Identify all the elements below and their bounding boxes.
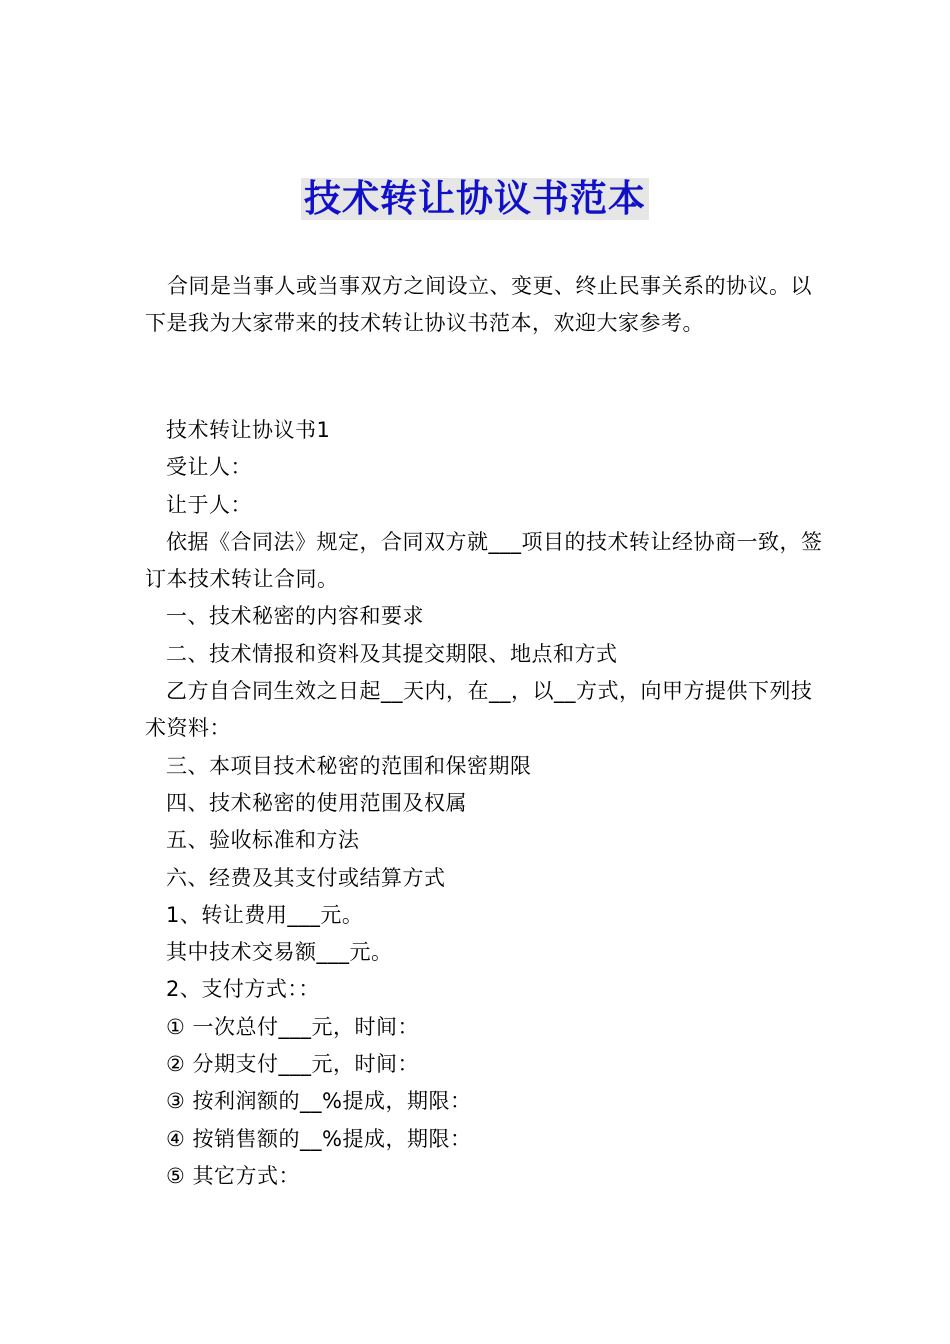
payment-option-4: ④ 按销售额的__%提成，期限： [166, 1126, 472, 1151]
paragraph-transferee: 受让人： [166, 455, 252, 480]
intro-paragraph: 合同是当事人或当事双方之间设立、变更、终止民事关系的协议。以下是我为大家带来的技术转让协议书范本，欢迎大家参考。 [145, 274, 812, 335]
payment-option-3: ③ 按利润额的__%提成，期限： [166, 1089, 472, 1114]
paragraph-transaction-amount: 其中技术交易额___元。 [166, 940, 393, 965]
paragraph-delivery: 乙方自合同生效之日起__天内，在__，以__方式，向甲方提供下列技术资料： [145, 679, 813, 741]
paragraph-payment-method: 2、支付方式：： [166, 977, 320, 1002]
payment-option-1: ① 一次总付___元，时间： [166, 1014, 420, 1039]
payment-option-5: ⑤ 其它方式： [166, 1163, 301, 1188]
document-title: 技术转让协议书范本 [301, 178, 649, 220]
section-1-heading: 一、技术秘密的内容和要求 [166, 604, 424, 629]
paragraph-basis: 依据《合同法》规定，合同双方就___项目的技术转让经协商一致，签订本技术转让合同。 [145, 529, 823, 592]
section-2-heading: 二、技术情报和资料及其提交期限、地点和方式 [166, 641, 618, 666]
paragraph-agreement-heading: 技术转让协议书1 [166, 418, 331, 442]
document-body [145, 412, 825, 1195]
section-6-heading: 六、经费及其支付或结算方式 [166, 865, 446, 890]
paragraph-transfer-fee: 1、转让费用___元。 [166, 902, 364, 927]
section-5-heading: 五、验收标准和方法 [166, 828, 360, 853]
payment-option-2: ② 分期支付___元，时间： [166, 1052, 420, 1077]
section-3-heading: 三、本项目技术秘密的范围和保密期限 [166, 753, 532, 778]
section-4-heading: 四、技术秘密的使用范围及权属 [166, 790, 467, 815]
title-wrapper [0, 178, 950, 220]
paragraph-transferor: 让于人： [166, 492, 252, 517]
